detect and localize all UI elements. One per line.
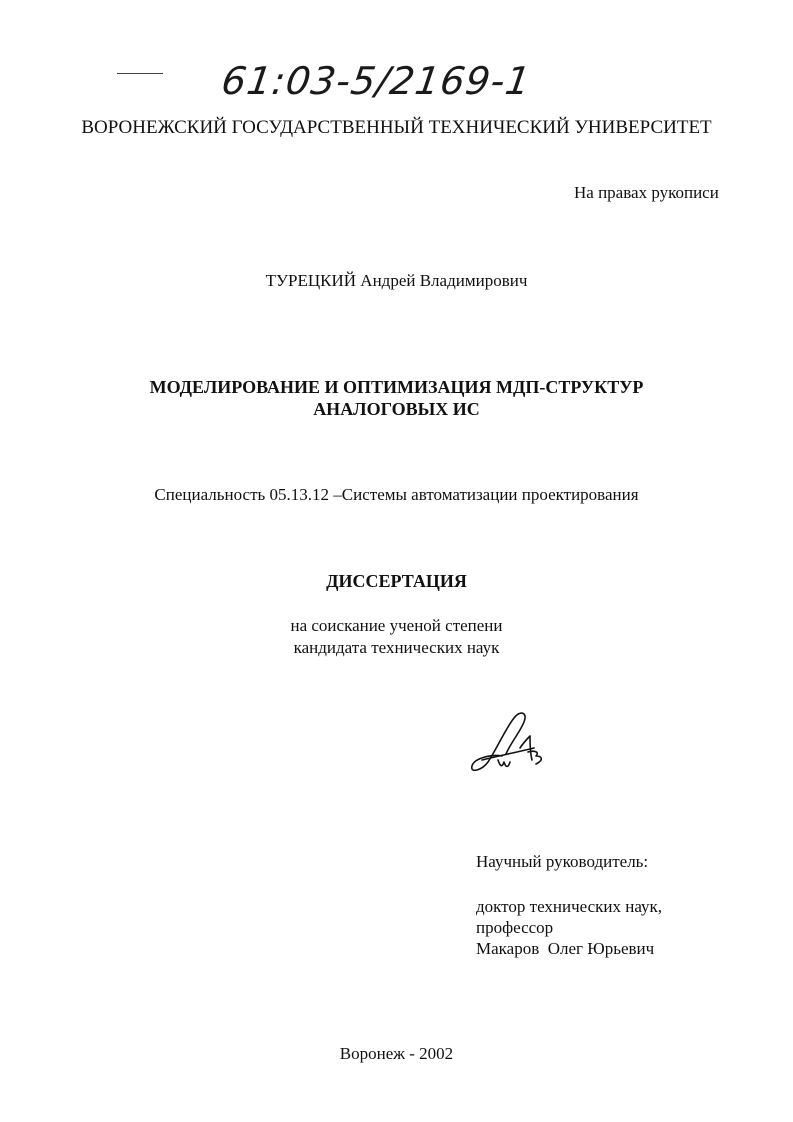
specialty: Специальность 05.13.12 –Системы автоматизации проектирования <box>154 485 639 504</box>
title-line-1: МОДЕЛИРОВАНИЕ И ОПТИМИЗАЦИЯ МДП-СТРУКТУР <box>149 377 644 397</box>
author-name: ТУРЕЦКИЙ Андрей Владимирович <box>265 271 528 290</box>
university-name: ВОРОНЕЖСКИЙ ГОСУДАРСТВЕННЫЙ ТЕХНИЧЕСКИЙ УНИВЕРСИТЕТ <box>81 117 712 138</box>
advisor-label: Научный руководитель: <box>476 852 649 871</box>
advisor-name: Макаров Олег Юрьевич <box>476 939 655 958</box>
signature-icon <box>462 708 552 778</box>
degree-info <box>0 615 793 659</box>
advisor-info <box>476 896 662 959</box>
rights-note: На правах рукописи <box>574 183 719 202</box>
scan-mark-line <box>117 73 163 74</box>
title-line-2: АНАЛОГОВЫХ ИС <box>313 399 480 419</box>
city-year: Воронеж - 2002 <box>339 1044 454 1063</box>
archive-number-handwritten: 61:03-5/2169-1 <box>218 59 534 103</box>
degree-line-1: на соискание ученой степени <box>290 616 503 635</box>
document-type: ДИССЕРТАЦИЯ <box>326 571 467 591</box>
advisor-rank: профессор <box>476 918 554 937</box>
degree-line-2: кандидата технических наук <box>293 638 500 657</box>
dissertation-title <box>0 376 793 420</box>
advisor-degree: доктор технических наук, <box>476 897 663 916</box>
